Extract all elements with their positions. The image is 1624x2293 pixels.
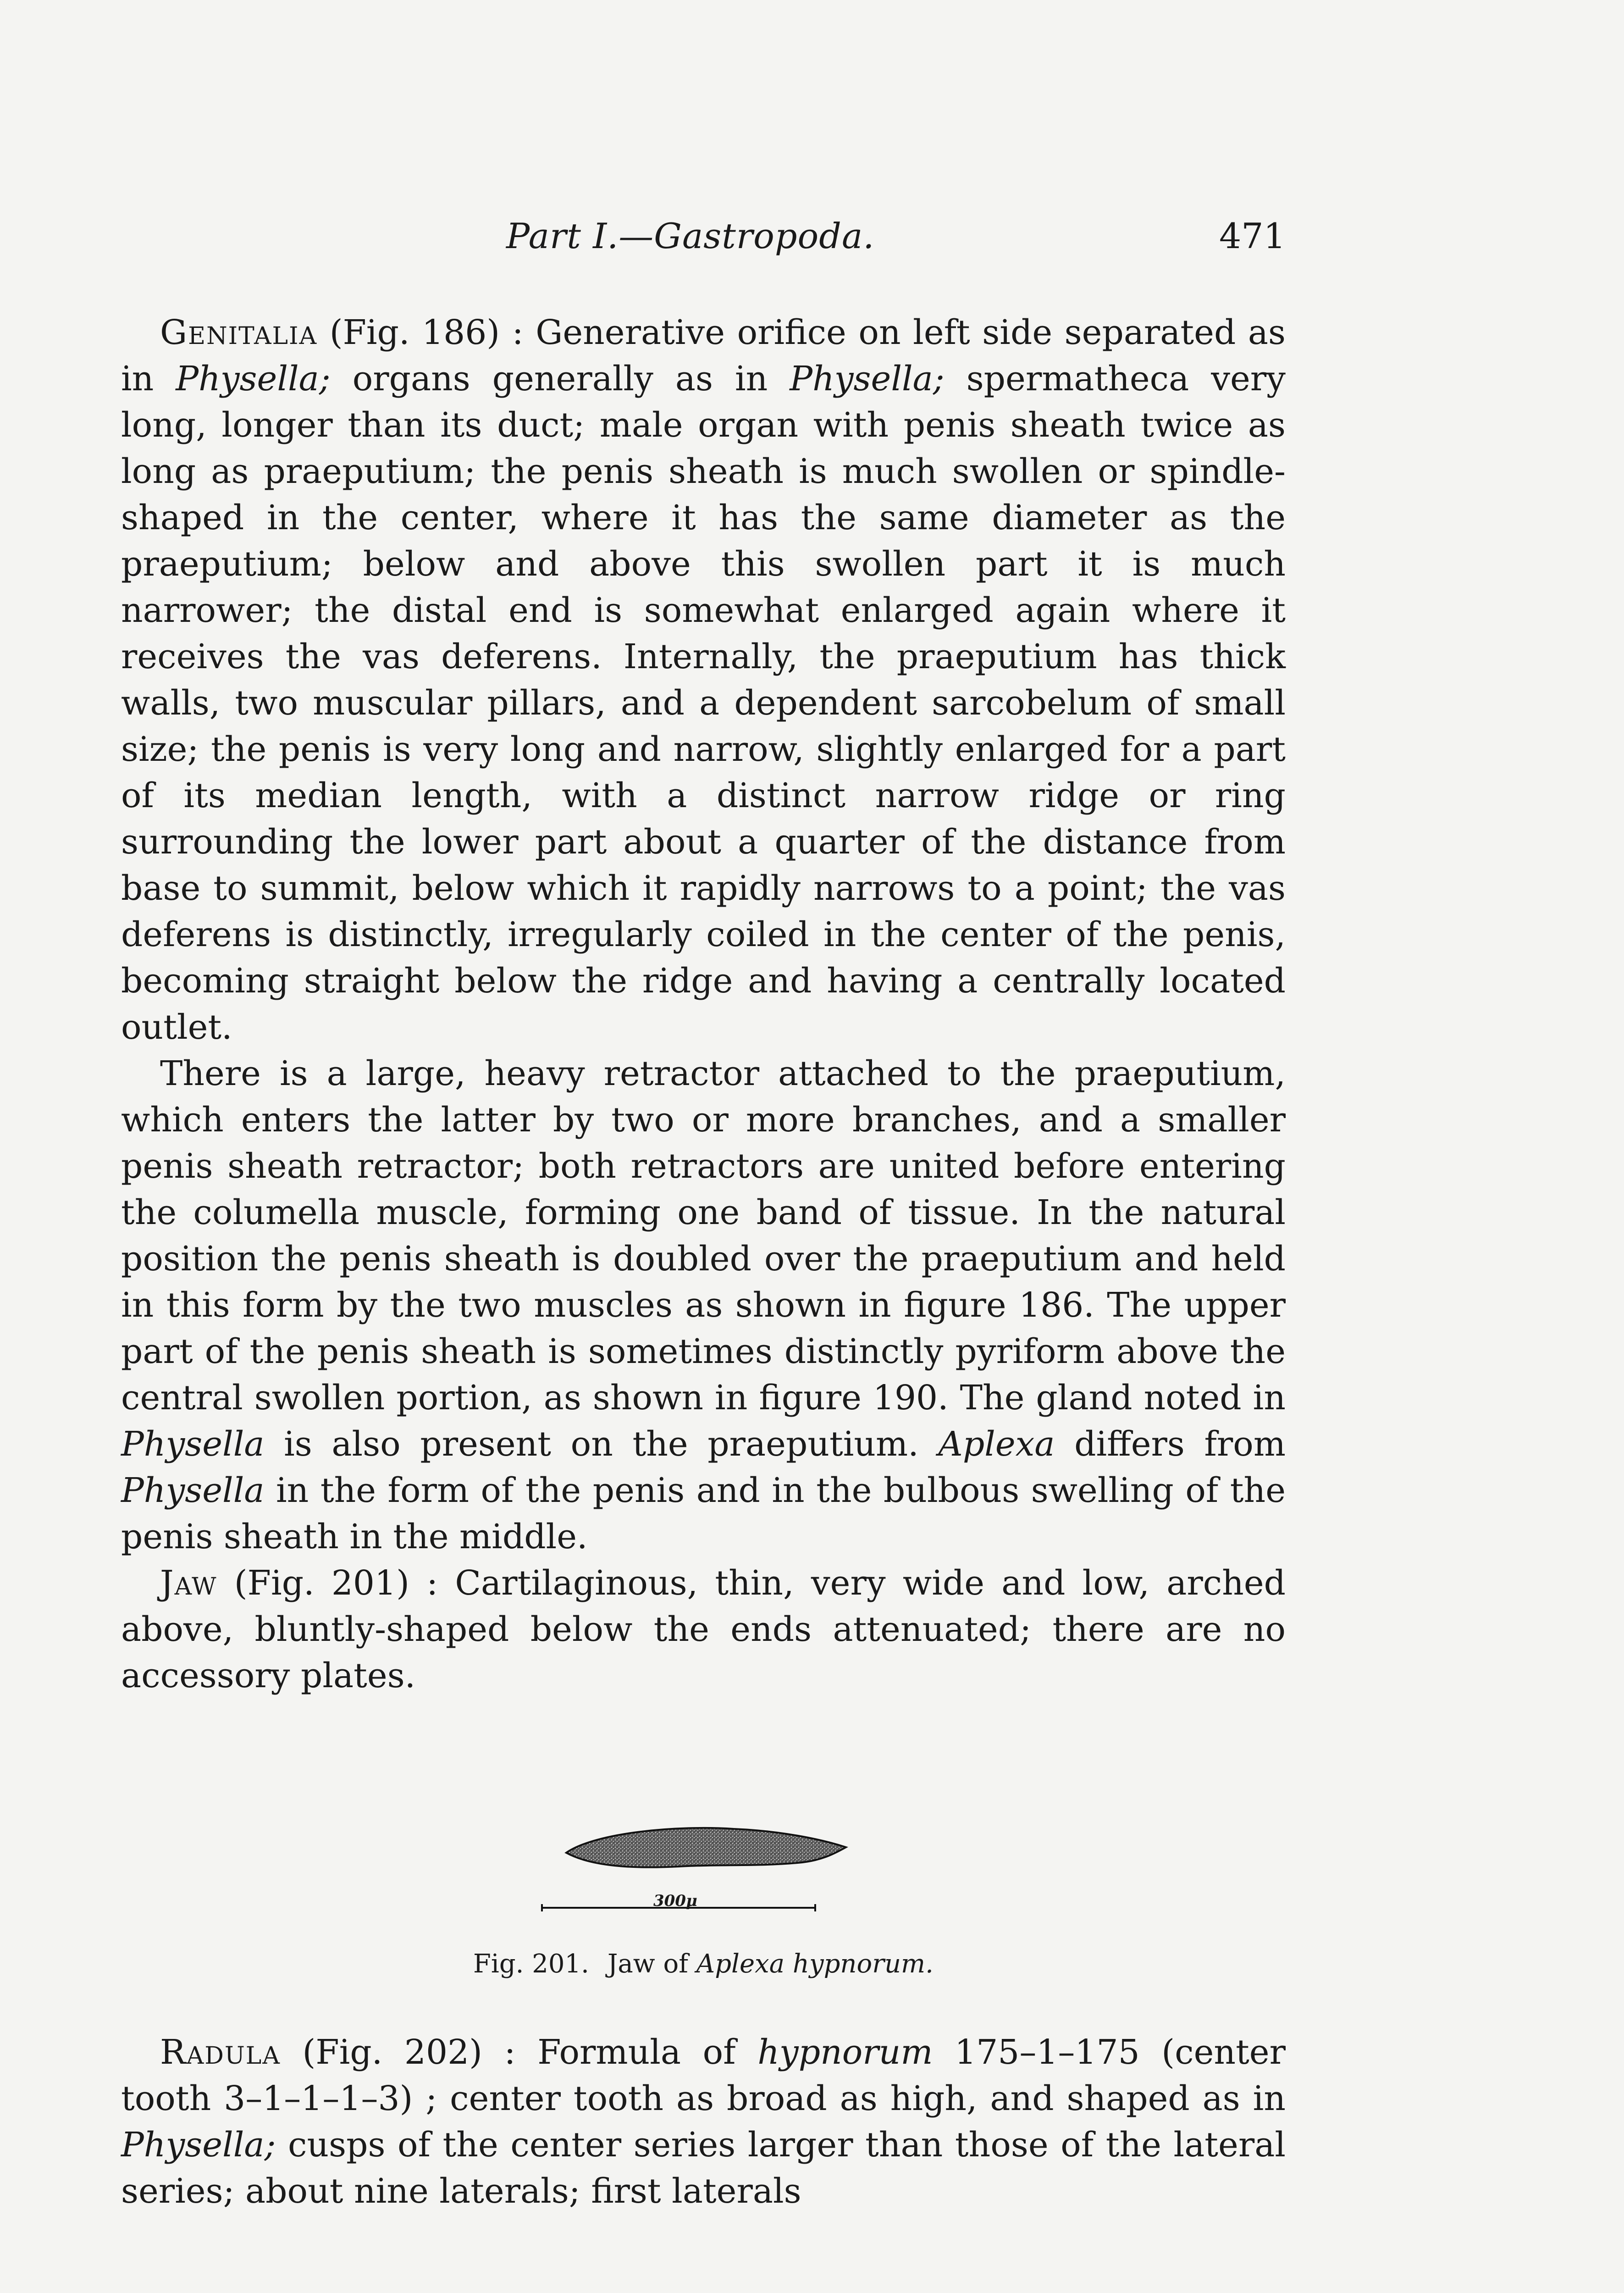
text-run: 175–1–175 (center tooth 3–1–1–1–3) ; center tooth as broad as high, and shaped as in — [121, 2033, 1286, 2118]
radula-paragraph — [121, 2029, 1286, 2215]
genus-name: Physella; — [176, 359, 331, 399]
genus-name: Physella; — [790, 359, 945, 399]
running-head: Part I.—Gastropoda. — [506, 216, 875, 256]
text-run: differs from — [1055, 1424, 1286, 1464]
genitalia-paragraph — [121, 310, 1286, 1051]
figure-201 — [541, 1821, 889, 1940]
genitalia-heading: Genitalia — [160, 313, 318, 352]
text-run: cusps of the center series larger than those of the lateral series; about nine laterals; first laterals — [121, 2125, 1286, 2211]
genitalia-figure-ref: (Fig. 186) : — [317, 313, 536, 352]
species-name: hypnorum — [757, 2033, 933, 2072]
caption-number: Fig. 201. — [473, 1949, 589, 1979]
page-header — [121, 216, 1286, 266]
text-run: Cartilaginous, thin, very wide and low, arched above, bluntly-shaped below the ends attenuated; there are no accessory plates. — [121, 1563, 1286, 1695]
scale-label: 300μ — [653, 1892, 697, 1910]
text-run: There is a large, heavy retractor attached to the praeputium, which enters the latter by two or more branches, and a smaller penis sheath retractor; both retractors are united before entering the columella muscle, forming one band of tissue. In the natural position the penis sheath is doubled over the praeputium and held in this form by the two muscles as shown in figure 186. The upper part of the penis sheath is sometimes distinctly pyriform above the central swollen portion, as shown in figure 190. The gland noted in — [121, 1054, 1286, 1418]
text-run: Formula of — [537, 2033, 758, 2072]
page-number: 471 — [1219, 216, 1286, 256]
radula-figure-ref: (Fig. 202) : — [280, 2033, 538, 2072]
jaw-paragraph — [121, 1560, 1286, 1699]
jaw-heading: Jaw — [160, 1563, 217, 1603]
genus-name: Aplexa — [938, 1424, 1055, 1464]
caption-species: Aplexa hypnorum. — [696, 1949, 934, 1979]
genus-name: Physella — [121, 1424, 265, 1464]
retractor-paragraph — [121, 1051, 1286, 1560]
text-run: is also present on the praeputium. — [264, 1424, 939, 1464]
jaw-figure-ref: (Fig. 201) : — [217, 1563, 455, 1603]
text-run: Generative orifice on left side separated as in — [121, 313, 1286, 399]
genus-name: Physella — [121, 1471, 265, 1510]
jaw-shape — [566, 1828, 846, 1867]
genus-name: Physella; — [121, 2125, 276, 2165]
radula-heading: Radula — [160, 2033, 281, 2072]
text-run: spermatheca very long, longer than its duct; male organ with penis sheath twice as long as praeputium; the penis sheath is much swollen or spindle-shaped in the center, where it has the same diameter as the praeputium; below and above this swollen part it is much narrower; the distal end is somewhat enlarged again where it receives the vas deferens. Internally, the praeputium has thick walls, two muscular pillars, and a dependent sarcobelum of small size; the penis is very long and narrow, slightly enlarged for a part of its median length, with a distinct narrow ridge or ring surrounding the lower part about a quarter of the distance from base to summit, below which it rapidly narrows to a point; the vas deferens is distinctly, irregularly coiled in the center of the penis, becoming straight below the ridge and having a centrally located outlet. — [121, 359, 1286, 1047]
main-text — [121, 310, 1286, 1699]
text-run: organs generally as in — [330, 359, 790, 399]
figure-caption — [121, 1949, 1286, 1979]
caption-text: Jaw of — [607, 1949, 696, 1979]
jaw-illustration — [541, 1821, 889, 1940]
text-run: in the form of the penis and in the bulbous swelling of the penis sheath in the middle. — [121, 1471, 1286, 1556]
radula-text — [121, 2029, 1286, 2215]
